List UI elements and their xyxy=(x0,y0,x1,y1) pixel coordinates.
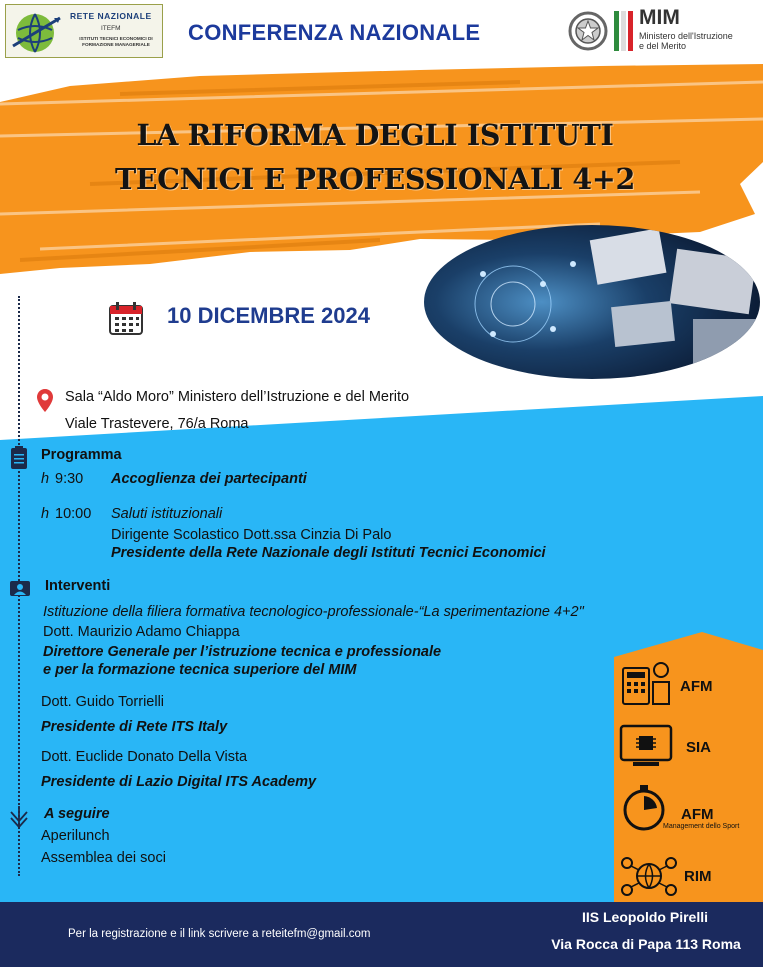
program-role-2: Presidente della Rete Nazionale degli Istituti Tecnici Economici xyxy=(111,545,546,561)
finance-icon xyxy=(621,662,671,708)
program-time-1: 9:30 xyxy=(55,471,84,487)
speaker-2-role: Presidente di Rete ITS Italy xyxy=(41,719,228,735)
program-h-1: h xyxy=(41,471,50,487)
rete-nazionale-logo xyxy=(5,4,163,58)
globe-network-icon xyxy=(620,854,678,898)
globe-logo-icon xyxy=(8,8,68,56)
italy-flag-icon xyxy=(614,11,633,51)
school-name: IIS Leopoldo Pirelli xyxy=(581,909,708,925)
program-title-2: Saluti istituzionali xyxy=(111,506,223,522)
mim-name-line2: e del Merito xyxy=(639,41,687,51)
speaker-1-role-line1: Direttore Generale per l’istruzione tecnica e professionale xyxy=(43,644,442,660)
clipboard-icon xyxy=(10,446,28,470)
stopwatch-icon xyxy=(621,784,667,832)
registration-text: Per la registrazione e il link scrivere a reteitefm@gmail.com xyxy=(68,928,371,940)
event-title xyxy=(40,113,710,201)
location-line1: Sala “Aldo Moro” Ministero dell’Istruzione e del Merito xyxy=(65,389,410,405)
mim-name-line1: Ministero dell'Istruzione xyxy=(639,31,733,41)
interventi-heading: Interventi xyxy=(45,578,111,594)
seguire-item-1: Aperilunch xyxy=(41,828,110,844)
arrow-down-icon xyxy=(9,806,29,830)
speaker-3-role: Presidente di Lazio Digital ITS Academy xyxy=(41,774,317,790)
rete-line1: RETE NAZIONALE xyxy=(70,11,152,21)
indirizzo-label-2: SIA xyxy=(686,739,712,756)
program-time-2: 10:00 xyxy=(55,506,92,522)
indirizzo-label-3: AFM xyxy=(681,806,714,823)
speaker-2-name: Dott. Guido Torrielli xyxy=(41,694,165,710)
location-line2: Viale Trastevere, 76/a Roma xyxy=(65,416,249,432)
conference-title: CONFERENZA NAZIONALE xyxy=(188,20,481,45)
republic-emblem-icon xyxy=(567,8,609,54)
mim-acronym: MIM xyxy=(639,6,680,29)
mim-name xyxy=(639,31,763,51)
program-title-1: Accoglienza dei partecipanti xyxy=(111,471,307,487)
program-speaker-2: Dirigente Scolastico Dott.ssa Cinzia Di Palo xyxy=(111,527,392,543)
speaker-1-role-line2: e per la formazione tecnica superiore del MIM xyxy=(43,662,357,678)
rete-line2: ITEFM xyxy=(101,25,121,32)
indirizzo-label-4: RIM xyxy=(684,868,712,885)
title-line1: LA RIFORMA DEGLI ISTITUTI xyxy=(136,118,614,152)
presentation-icon xyxy=(9,580,31,598)
speaker-3-name: Dott. Euclide Donato Della Vista xyxy=(41,749,248,765)
header xyxy=(0,0,763,64)
indirizzo-sub-3: Management dello Sport xyxy=(663,823,740,830)
computer-chip-icon xyxy=(619,724,673,770)
title-line2: TECNICI E PROFESSIONALI 4+2 xyxy=(114,162,636,196)
talk-title: Istituzione della filiera formativa tecnologico-professionale-“La sperimentazione 4+2" xyxy=(43,604,584,620)
indirizzo-label-1: AFM xyxy=(680,678,713,695)
school-address: Via Rocca di Papa 113 Roma xyxy=(551,936,741,952)
event-date: 10 DICEMBRE 2024 xyxy=(167,303,370,328)
speaker-1-name: Dott. Maurizio Adamo Chiappa xyxy=(43,624,240,640)
technology-photo xyxy=(423,224,761,380)
calendar-icon xyxy=(108,302,144,336)
location-pin-icon xyxy=(36,388,54,414)
seguire-item-2: Assemblea dei soci xyxy=(41,850,166,866)
seguire-heading: A seguire xyxy=(44,806,110,822)
program-h-2: h xyxy=(41,506,50,522)
rete-line3: ISTITUTI TECNICI ECONOMICI DI FORMAZIONE MANAGERIALE xyxy=(79,36,153,47)
programma-heading: Programma xyxy=(41,447,122,463)
